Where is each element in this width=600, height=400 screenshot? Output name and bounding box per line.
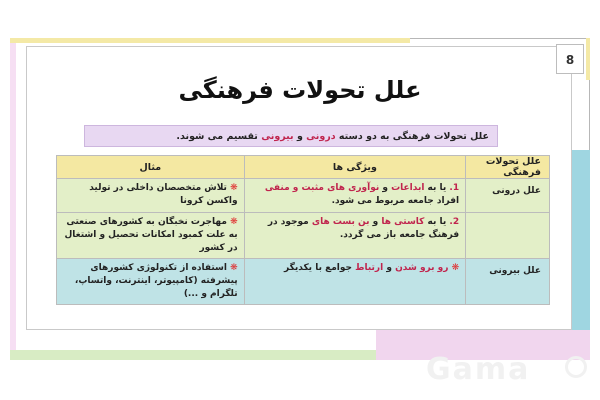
intro-box <box>84 125 498 147</box>
feature-highlight: ابداعات <box>391 183 425 193</box>
feature-text: و <box>369 217 382 227</box>
table-row <box>57 179 550 213</box>
feature-number: 2. <box>449 217 460 227</box>
intro-text: تقسیم می شوند. <box>176 131 262 142</box>
intro-highlight-internal: درونی <box>306 131 336 142</box>
feature-highlight: رو برو شدن <box>395 263 452 273</box>
frame-accent-right-teal <box>572 150 590 360</box>
feature-highlight: کاستی ها <box>381 217 425 227</box>
watermark-logo-icon <box>565 356 587 378</box>
table-row <box>57 213 550 259</box>
feature-text: و <box>379 183 392 193</box>
feature-text: افراد جامعه مربوط می شود. <box>331 196 460 206</box>
feature-text: و <box>383 263 396 273</box>
causes-table <box>56 155 550 305</box>
feature-highlight: نوآوری های مثبت و منفی <box>264 183 380 193</box>
gama-watermark: Gama <box>426 352 531 387</box>
example-text: مهاجرت نخبگان به کشورهای صنعتی به علت کمبود امکانات تحصیل و اشتغال در کشور <box>64 217 238 253</box>
frame-accent-right-yellow <box>586 38 590 80</box>
slide-title: علل تحولات فرهنگی <box>178 76 422 104</box>
feature-cell <box>244 213 465 259</box>
feature-highlight: بن بست های <box>311 217 370 227</box>
frame-accent-top <box>10 38 410 43</box>
flower-bullet-icon: ❋ <box>230 183 238 193</box>
example-cell <box>57 213 245 259</box>
intro-highlight-external: بیرونی <box>261 131 294 142</box>
example-text: استفاده از تکنولوژی کشورهای پیشرفته (کامپیوتر، اینترنت، واتساپ، تلگرام و ...) <box>74 263 238 299</box>
intro-text: و <box>293 131 307 142</box>
feature-text: یا به <box>424 217 450 227</box>
frame-accent-left-pink <box>10 43 16 350</box>
flower-bullet-icon: ❋ <box>451 263 460 273</box>
category-internal: علل درونی <box>466 179 550 213</box>
feature-cell <box>244 259 465 305</box>
feature-text: موجود در فرهنگ جامعه باز می گردد. <box>267 217 460 240</box>
feature-text: جوامع با یکدیگر <box>284 263 356 273</box>
flower-bullet-icon: ❋ <box>230 263 238 273</box>
category-external: علل بیرونی <box>466 259 550 305</box>
page-number: 8 <box>556 44 584 74</box>
table-header-row <box>57 156 550 179</box>
header-examples: مثال <box>57 156 245 179</box>
intro-text: علل تحولات فرهنگی به دو دسته <box>335 131 489 142</box>
table-row <box>57 259 550 305</box>
feature-text: یا به <box>424 183 450 193</box>
header-causes: علل تحولات فرهنگی <box>466 156 550 179</box>
feature-number: 1. <box>449 183 460 193</box>
flower-bullet-icon: ❋ <box>230 217 238 227</box>
frame-accent-bottom-green <box>10 350 376 360</box>
example-cell <box>57 259 245 305</box>
example-text: تلاش متخصصان داخلی در تولید واکسن کرونا <box>89 183 238 206</box>
category-internal-continued <box>466 213 550 259</box>
example-cell <box>57 179 245 213</box>
feature-cell <box>244 179 465 213</box>
header-features: ویژگی ها <box>244 156 465 179</box>
feature-highlight: ارتباط <box>355 263 384 273</box>
